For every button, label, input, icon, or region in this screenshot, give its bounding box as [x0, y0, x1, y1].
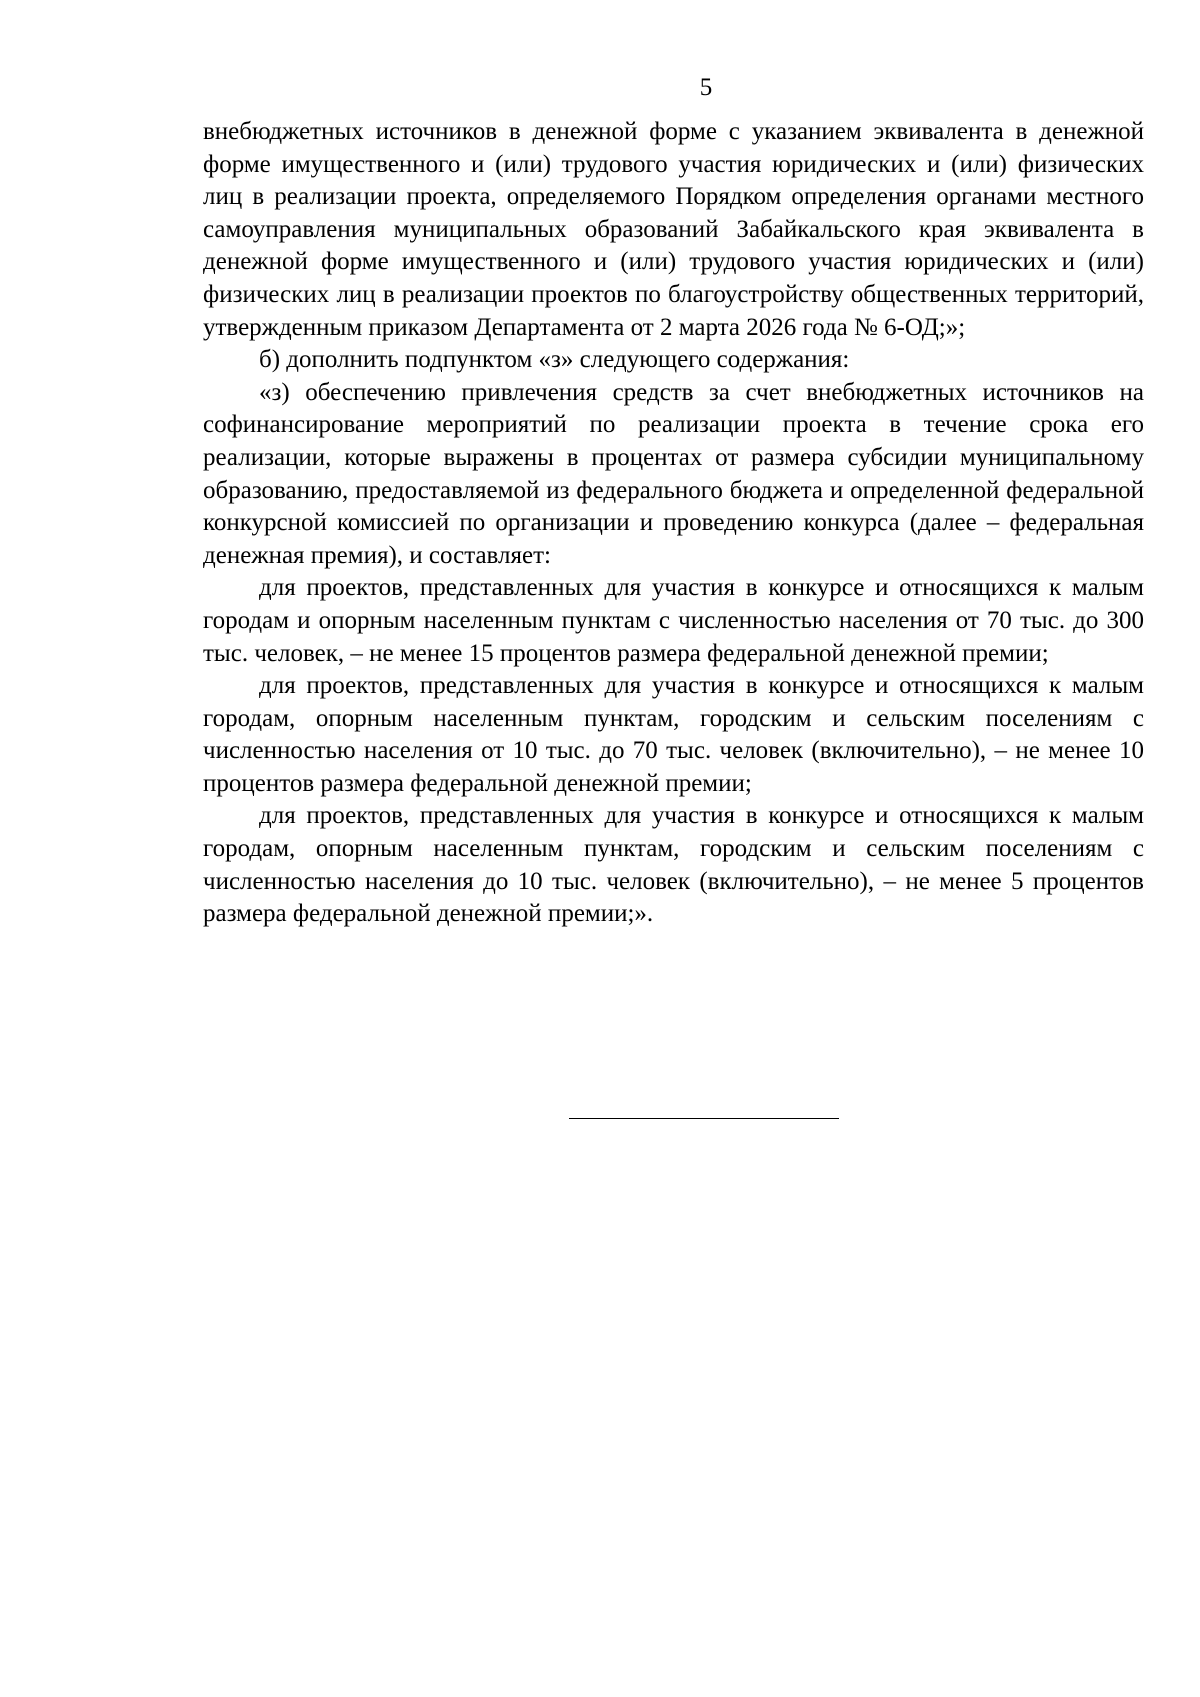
paragraph-continuation: внебюджетных источников в денежной форме с указанием эквивалента в денежной форме имущественного и (или) трудового участия юридических и (или) физических лиц в реализации проекта, определяемого Порядком определения органами местного самоуправления муниципальных образований Забайкальского края эквивалента в денежной форме имущественного и (или) трудового участия юридических и (или) физических лиц в реализации проектов по благоустройству общественных территорий, утвержденным приказом Департамента от 2 марта 2026 года № 6-ОД;»; [203, 118, 1144, 341]
paragraph-subitem-b: б) дополнить подпунктом «з» следующего содержания: [259, 346, 850, 374]
end-of-text-divider [569, 1118, 839, 1119]
paragraph-population-70-300: для проектов, представленных для участия в конкурсе и относящихся к малым городам и опорным населенным пунктам с численностью населения от 70 тыс. до 300 тыс. человек, – не менее 15 процентов размера федеральной денежной премии; [203, 574, 1144, 667]
paragraph-subitem-z: «з) обеспечению привлечения средств за счет внебюджетных источников на софинансирование мероприятий по реализации проекта в течение срока его реализации, которые выражены в процентах от размера субсидии муниципальному образованию, предоставляемой из федерального бюджета и определенной федеральной конкурсной комиссией по организации и проведению конкурса (далее – федеральная денежная премия), и составляет: [203, 378, 1144, 569]
paragraph-population-10-70: для проектов, представленных для участия в конкурсе и относящихся к малым городам, опорным населенным пунктам, городским и сельским поселениям с численностью населения от 10 тыс. до 70 тыс. человек (включительно), – не менее 10 процентов размера федеральной денежной премии; [203, 672, 1144, 797]
document-body [203, 116, 1144, 931]
paragraph-population-under-10: для проектов, представленных для участия в конкурсе и относящихся к малым городам, опорным населенным пунктам, городским и сельским поселениям с численностью населения до 10 тыс. человек (включительно), – не менее 5 процентов размера федеральной денежной премии;». [203, 802, 1144, 928]
page-number: 5 [699, 74, 713, 101]
